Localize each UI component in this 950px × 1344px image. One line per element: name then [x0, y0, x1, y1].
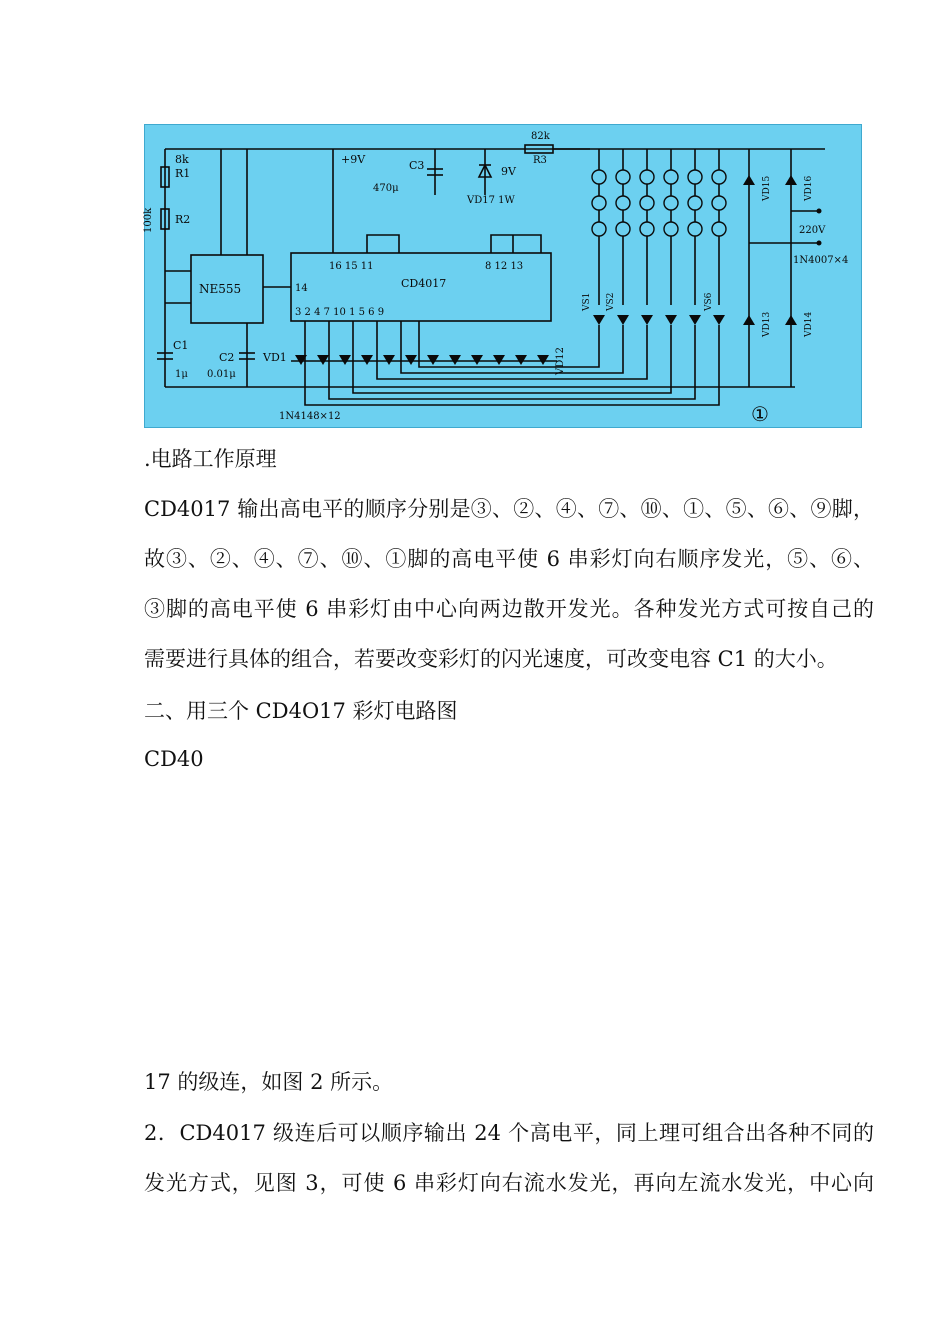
vd15-label: VD15: [762, 175, 772, 201]
diode-part-label: 1N4148×12: [279, 411, 341, 422]
vcc-label: +9V: [341, 153, 366, 166]
paragraph-item-2-line-1: 2．CD4017 级连后可以顺序输出 24 个高电平，同上理可组合出各种不同的: [144, 1121, 874, 1145]
mains-voltage-label: 220V: [799, 225, 826, 236]
ic-top-pins-right-label: 8 12 13: [485, 261, 524, 272]
cd4017-label: CD4017: [401, 277, 447, 290]
pin14-label: 14: [295, 283, 308, 294]
vd14-label: VD14: [804, 311, 814, 337]
r3-value-label: 82k: [531, 131, 550, 142]
r1-label: R1: [175, 167, 191, 180]
paragraph-line-3: ③脚的高电平使 6 串彩灯由中心向两边散开发光。各种发光方式可按自己的: [144, 597, 874, 621]
section-heading-principle: .电路工作原理: [144, 447, 277, 471]
c1-value-label: 1μ: [175, 369, 188, 380]
c3-value-label: 470μ: [373, 183, 399, 194]
vd12-label: VD12: [555, 347, 566, 375]
c2-label: C2: [219, 351, 235, 364]
ne555-label: NE555: [199, 282, 242, 296]
r2-label: R2: [175, 213, 191, 226]
paragraph-line-4: 需要进行具体的组合，若要改变彩灯的闪光速度，可改变电容 C1 的大小。: [144, 647, 838, 671]
r3-label: R3: [533, 155, 547, 166]
vd17-voltage-label: 9V: [501, 165, 516, 178]
vs1-label: VS1: [582, 292, 592, 311]
figure-number-label: ①: [751, 402, 769, 426]
r1-value-label: 8k: [175, 153, 189, 166]
vs6-label: VS6: [704, 292, 714, 311]
c3-label: C3: [409, 159, 425, 172]
c2-value-label: 0.01μ: [207, 369, 236, 380]
paragraph-line-2: 故③、②、④、⑦、⑩、①脚的高电平使 6 串彩灯向右顺序发光，⑤、⑥、: [144, 547, 874, 571]
paragraph-item-2-line-2: 发光方式，见图 3，可使 6 串彩灯向右流水发光，再向左流水发光，中心向: [144, 1171, 874, 1195]
circuit-diagram: [144, 124, 862, 428]
vd13-label: VD13: [762, 311, 772, 337]
section-heading-cascade: 二、用三个 CD4O17 彩灯电路图: [144, 699, 458, 723]
vd17-label: VD17 1W: [467, 195, 515, 206]
circuit-schematic: [145, 125, 863, 429]
paragraph-cascade-note: 17 的级连，如图 2 所示。: [144, 1070, 394, 1094]
vs2-label: VS2: [606, 292, 616, 311]
ic-top-pins-label: 16 15 11: [329, 261, 374, 272]
r2-value-label: 100k: [143, 207, 154, 233]
c1-label: C1: [173, 339, 189, 352]
ic-bottom-pins-label: 3 2 4 7 10 1 5 6 9: [295, 307, 385, 318]
vd16-label: VD16: [804, 175, 814, 201]
vd1-label: VD1: [263, 351, 287, 364]
paragraph-fragment: CD40: [144, 747, 204, 771]
bridge-part-label: 1N4007×4: [793, 255, 849, 266]
paragraph-line-1: CD4017 输出高电平的顺序分别是③、②、④、⑦、⑩、①、⑤、⑥、⑨脚，: [144, 497, 874, 521]
